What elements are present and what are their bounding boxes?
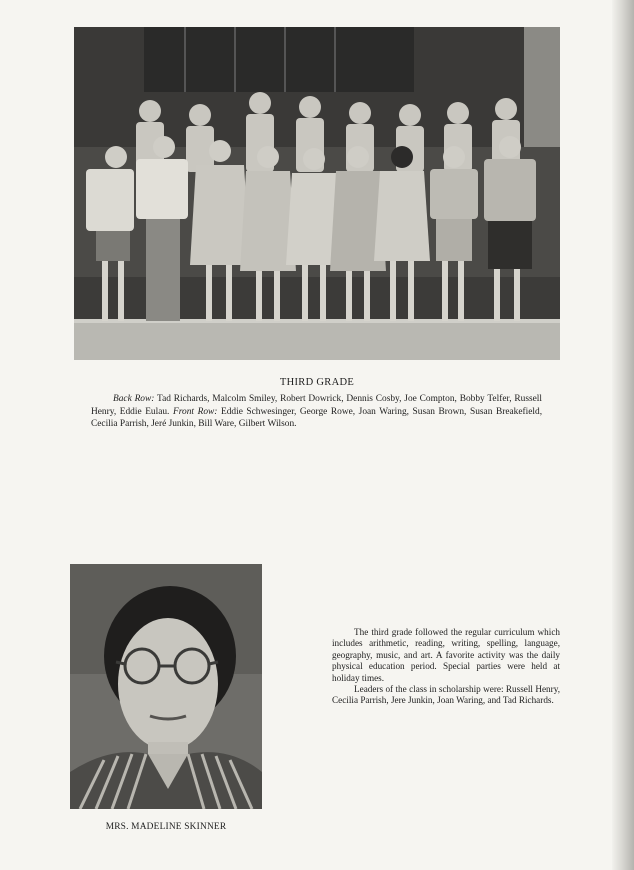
summary-paragraph-2: Leaders of the class in scholarship were: Russell Henry, Cecilia Parrish, Jere Junkin, Joan Waring, and Tad Richards. [332,684,560,706]
class-summary [332,627,560,707]
page-edge [612,0,634,870]
back-row-names: Tad Richards, Malcolm Smiley, Robert Dowrick, Dennis Cosby, Joe Compton, Bobby Telfer, Russell Henry, Eddie Eulau. [91,394,543,417]
teacher-name: MRS. MADELINE SKINNER [105,822,227,832]
front-row-names: Eddie Schwesinger, George Rowe, Joan Waring, Susan Brown, Susan Breakefield, Cecilia Parrish, Jeré Junkin, Bill Ware, Gilbert Wilson. [91,406,543,430]
front-row-label: Front Row: [173,406,218,417]
photo-caption [91,393,542,431]
caption-title: THIRD GRADE [279,377,355,388]
class-photograph [74,27,560,360]
summary-paragraph-1: The third grade followed the regular curriculum which includes arithmetic, reading, writing, spelling, language, geography, music, and art. A favorite activity was the daily physical education period. Special parties were held at holiday times. [332,627,560,683]
teacher-portrait [70,564,262,809]
back-row-label: Back Row: [113,394,155,404]
